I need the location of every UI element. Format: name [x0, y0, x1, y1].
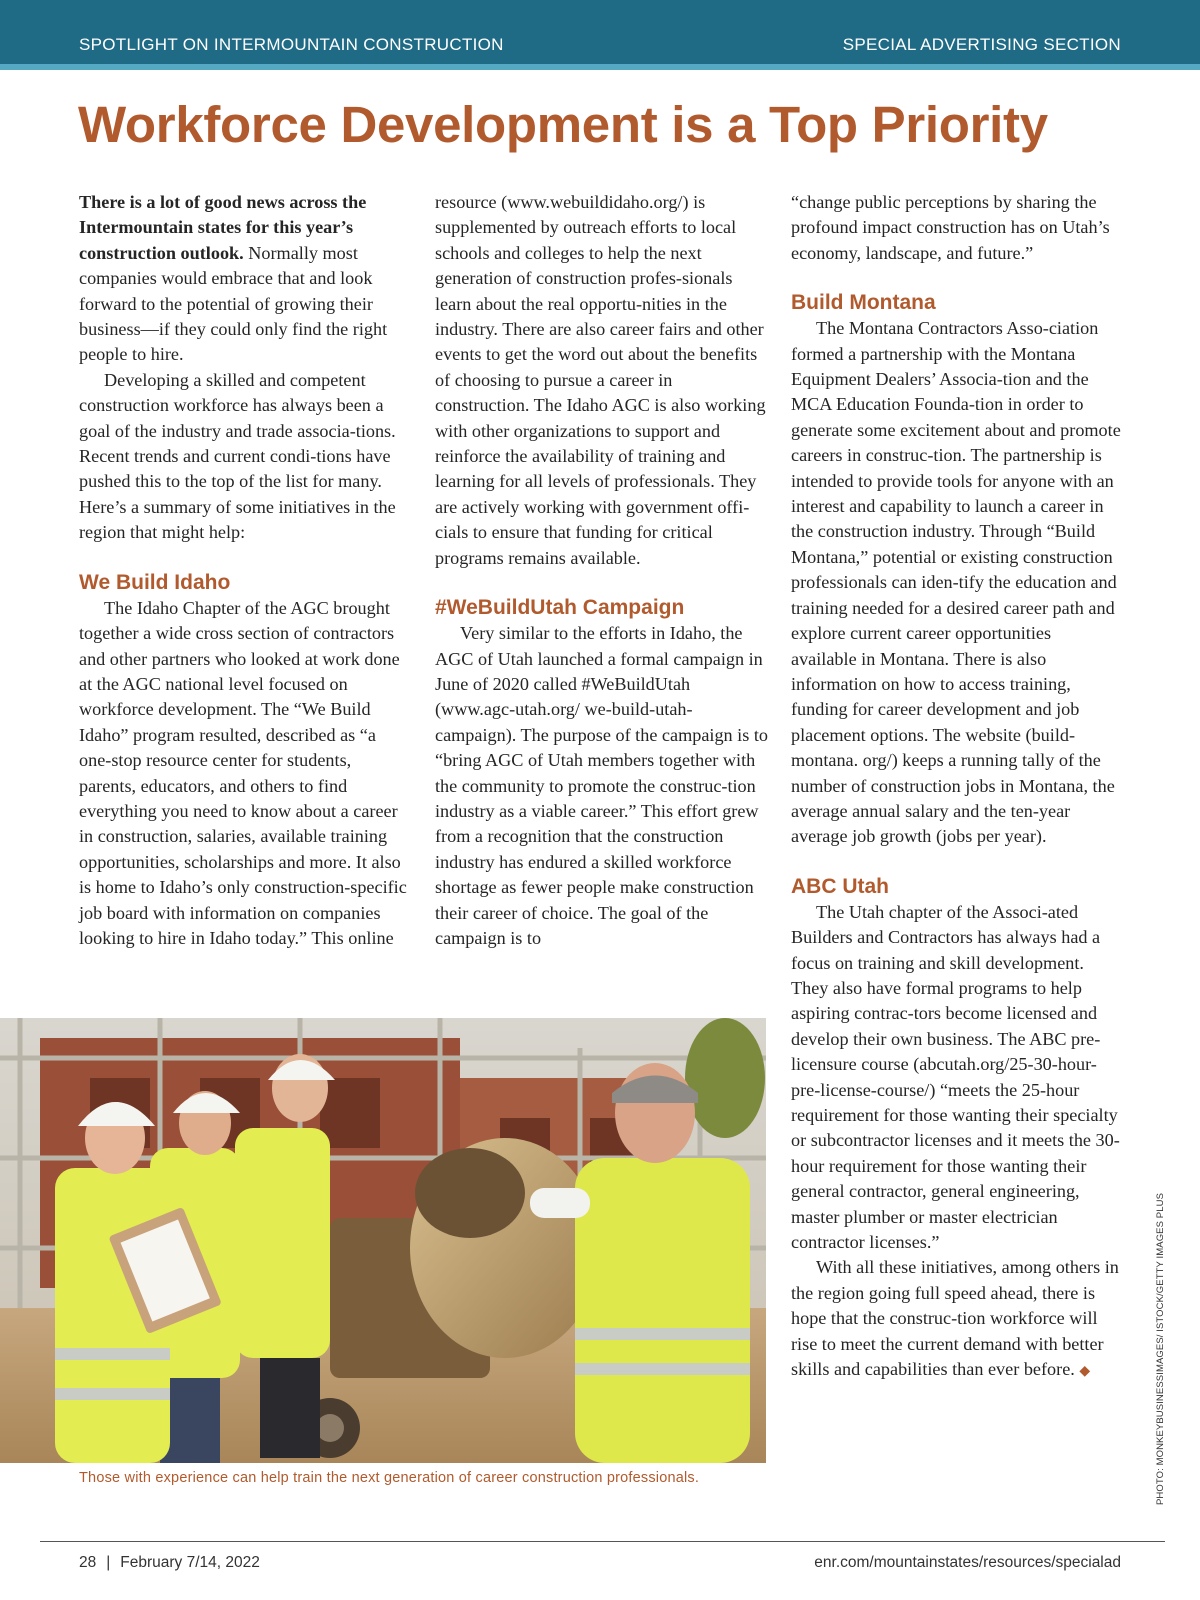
utah-paragraph: Very similar to the efforts in Idaho, the AGC of Utah launched a formal campaign in June of 2020 called #WeBuildUtah (www.agc-utah.org/ we-build-utah-campaign). The purpose of the campaign is to “bring AGC of Utah members together with the community to promote the construc-tion industry as a viable career.” This effort grew from a recognition that the construction industry has endured a skilled workforce shortage as fewer people make construction their career of choice. The goal of the campaign is to — [435, 623, 769, 948]
issue-date: February 7/14, 2022 — [120, 1554, 260, 1571]
photo-credit: PHOTO: MONKEYBUSINESSIMAGES/ ISTOCK/GETTY IMAGES PLUS — [1155, 1192, 1166, 1505]
closing-paragraph — [791, 1255, 1121, 1384]
section-heading-utah: #WeBuildUtah Campaign — [435, 596, 685, 620]
photo-caption: Those with experience can help train the next generation of career construction professionals. — [79, 1470, 700, 1486]
footer-url[interactable]: enr.com/mountainstates/resources/specialad — [814, 1554, 1121, 1571]
article-column-2 — [435, 190, 768, 951]
utah-paragraph-continued: “change public perceptions by sharing the profound impact construction has on Utah’s economy, landscape, and future.” — [791, 192, 1110, 263]
abc-utah-paragraph: The Utah chapter of the Associ-ated Builders and Contractors has always had a focus on training and skill development. They also have formal programs to help aspiring contrac-tors become licensed and develop their own business. The ABC pre-licensure course (abcutah.org/25-30-hour-pre-license-course/) “meets the 25-hour requirement for those wanting their specialty or subcontractor licenses and it meets the 30-hour requirement for those wanting their general contractor, general engineering, master plumber or master electrician contractor licenses.” — [791, 901, 1120, 1253]
article-column-3 — [791, 190, 1121, 1384]
footer-page-info — [79, 1554, 260, 1572]
section-heading-idaho: We Build Idaho — [79, 570, 231, 594]
article-column-1 — [79, 190, 412, 951]
section-heading-abc-utah: ABC Utah — [791, 874, 889, 898]
section-heading-montana: Build Montana — [791, 291, 936, 315]
idaho-paragraph-continued: resource (www.webuildidaho.org/) is supplemented by outreach efforts to local schools and colleges to help the next generation of construction profes-sionals learn about the real opportu-nities in the industry. There are also career fairs and other events to get the word out about the benefits of choosing to pursue a career in construction. The Idaho AGC is also working with other organizations to support and reinforce the availability of training and learning for all levels of professionals. They are actively working with government offi-cials to ensure that funding for critical programs remains available. — [435, 192, 766, 568]
section-label: SPOTLIGHT ON INTERMOUNTAIN CONSTRUCTION — [79, 35, 504, 54]
intro-paragraph-2: Developing a skilled and competent construction workforce has always been a goal of the industry and trade associa-tions. Recent trends and current condi-tions have pushed this to the top of the list for many. Here’s a summary of some initiatives in the region that might help: — [79, 369, 396, 543]
page-number: 28 — [79, 1554, 97, 1571]
intro-lead: There is a lot of good news across the Intermountain states for this year’s construction outlook. — [79, 192, 367, 263]
idaho-paragraph: The Idaho Chapter of the AGC brought together a wide cross section of contractors and other partners who looked at work done at the AGC national level focused on workforce development. The “We Build Idaho” program resulted, described as “a one-stop resource center for students, parents, educators, and others to find everything you need to know about a career in construction, salaries, available training opportunities, scholarships and more. It also is home to Idaho’s only construction-specific job board with information on companies looking to hire in Idaho today.” This online — [79, 597, 407, 948]
montana-paragraph: The Montana Contractors Asso-ciation formed a partnership with the Montana Equipment Dealers’ Associa-tion and the MCA Education Founda-tion in order to generate some excitement about and promote careers in construc-tion. The partnership is intended to provide tools for anyone with an interest and capability to launch a career in the construction industry. Through “Build Montana,” potential or existing construction professionals can iden-tify the education and training needed for a desired career path and explore current career opportunities available in Montana. There is also information on how to access training, funding for career development and job placement options. The website (build-montana. org/) keeps a running tally of the number of construction jobs in Montana, the average annual salary and the ten-year average job growth (jobs per year). — [791, 318, 1121, 847]
closing-text: With all these initiatives, among others in the region going full speed ahead, there is hope that the construc-tion workforce will rise to meet the current demand with better skills and capabilities than ever before. — [791, 1257, 1119, 1380]
page-title: Workforce Development is a Top Priority — [78, 96, 1048, 153]
construction-workers-photo — [0, 1018, 766, 1463]
footer-rule — [40, 1541, 1165, 1542]
header-accent-line — [0, 64, 1200, 70]
intro-paragraph — [79, 190, 412, 368]
intro-text: Normally most companies would embrace that and look forward to the potential of growing their business—if they could only find the right people to hire. — [79, 242, 388, 365]
header-bar — [0, 0, 1200, 64]
footer-separator: | — [106, 1554, 111, 1571]
end-mark-icon: ◆ — [1079, 1364, 1091, 1380]
advertising-label: SPECIAL ADVERTISING SECTION — [842, 35, 1121, 54]
